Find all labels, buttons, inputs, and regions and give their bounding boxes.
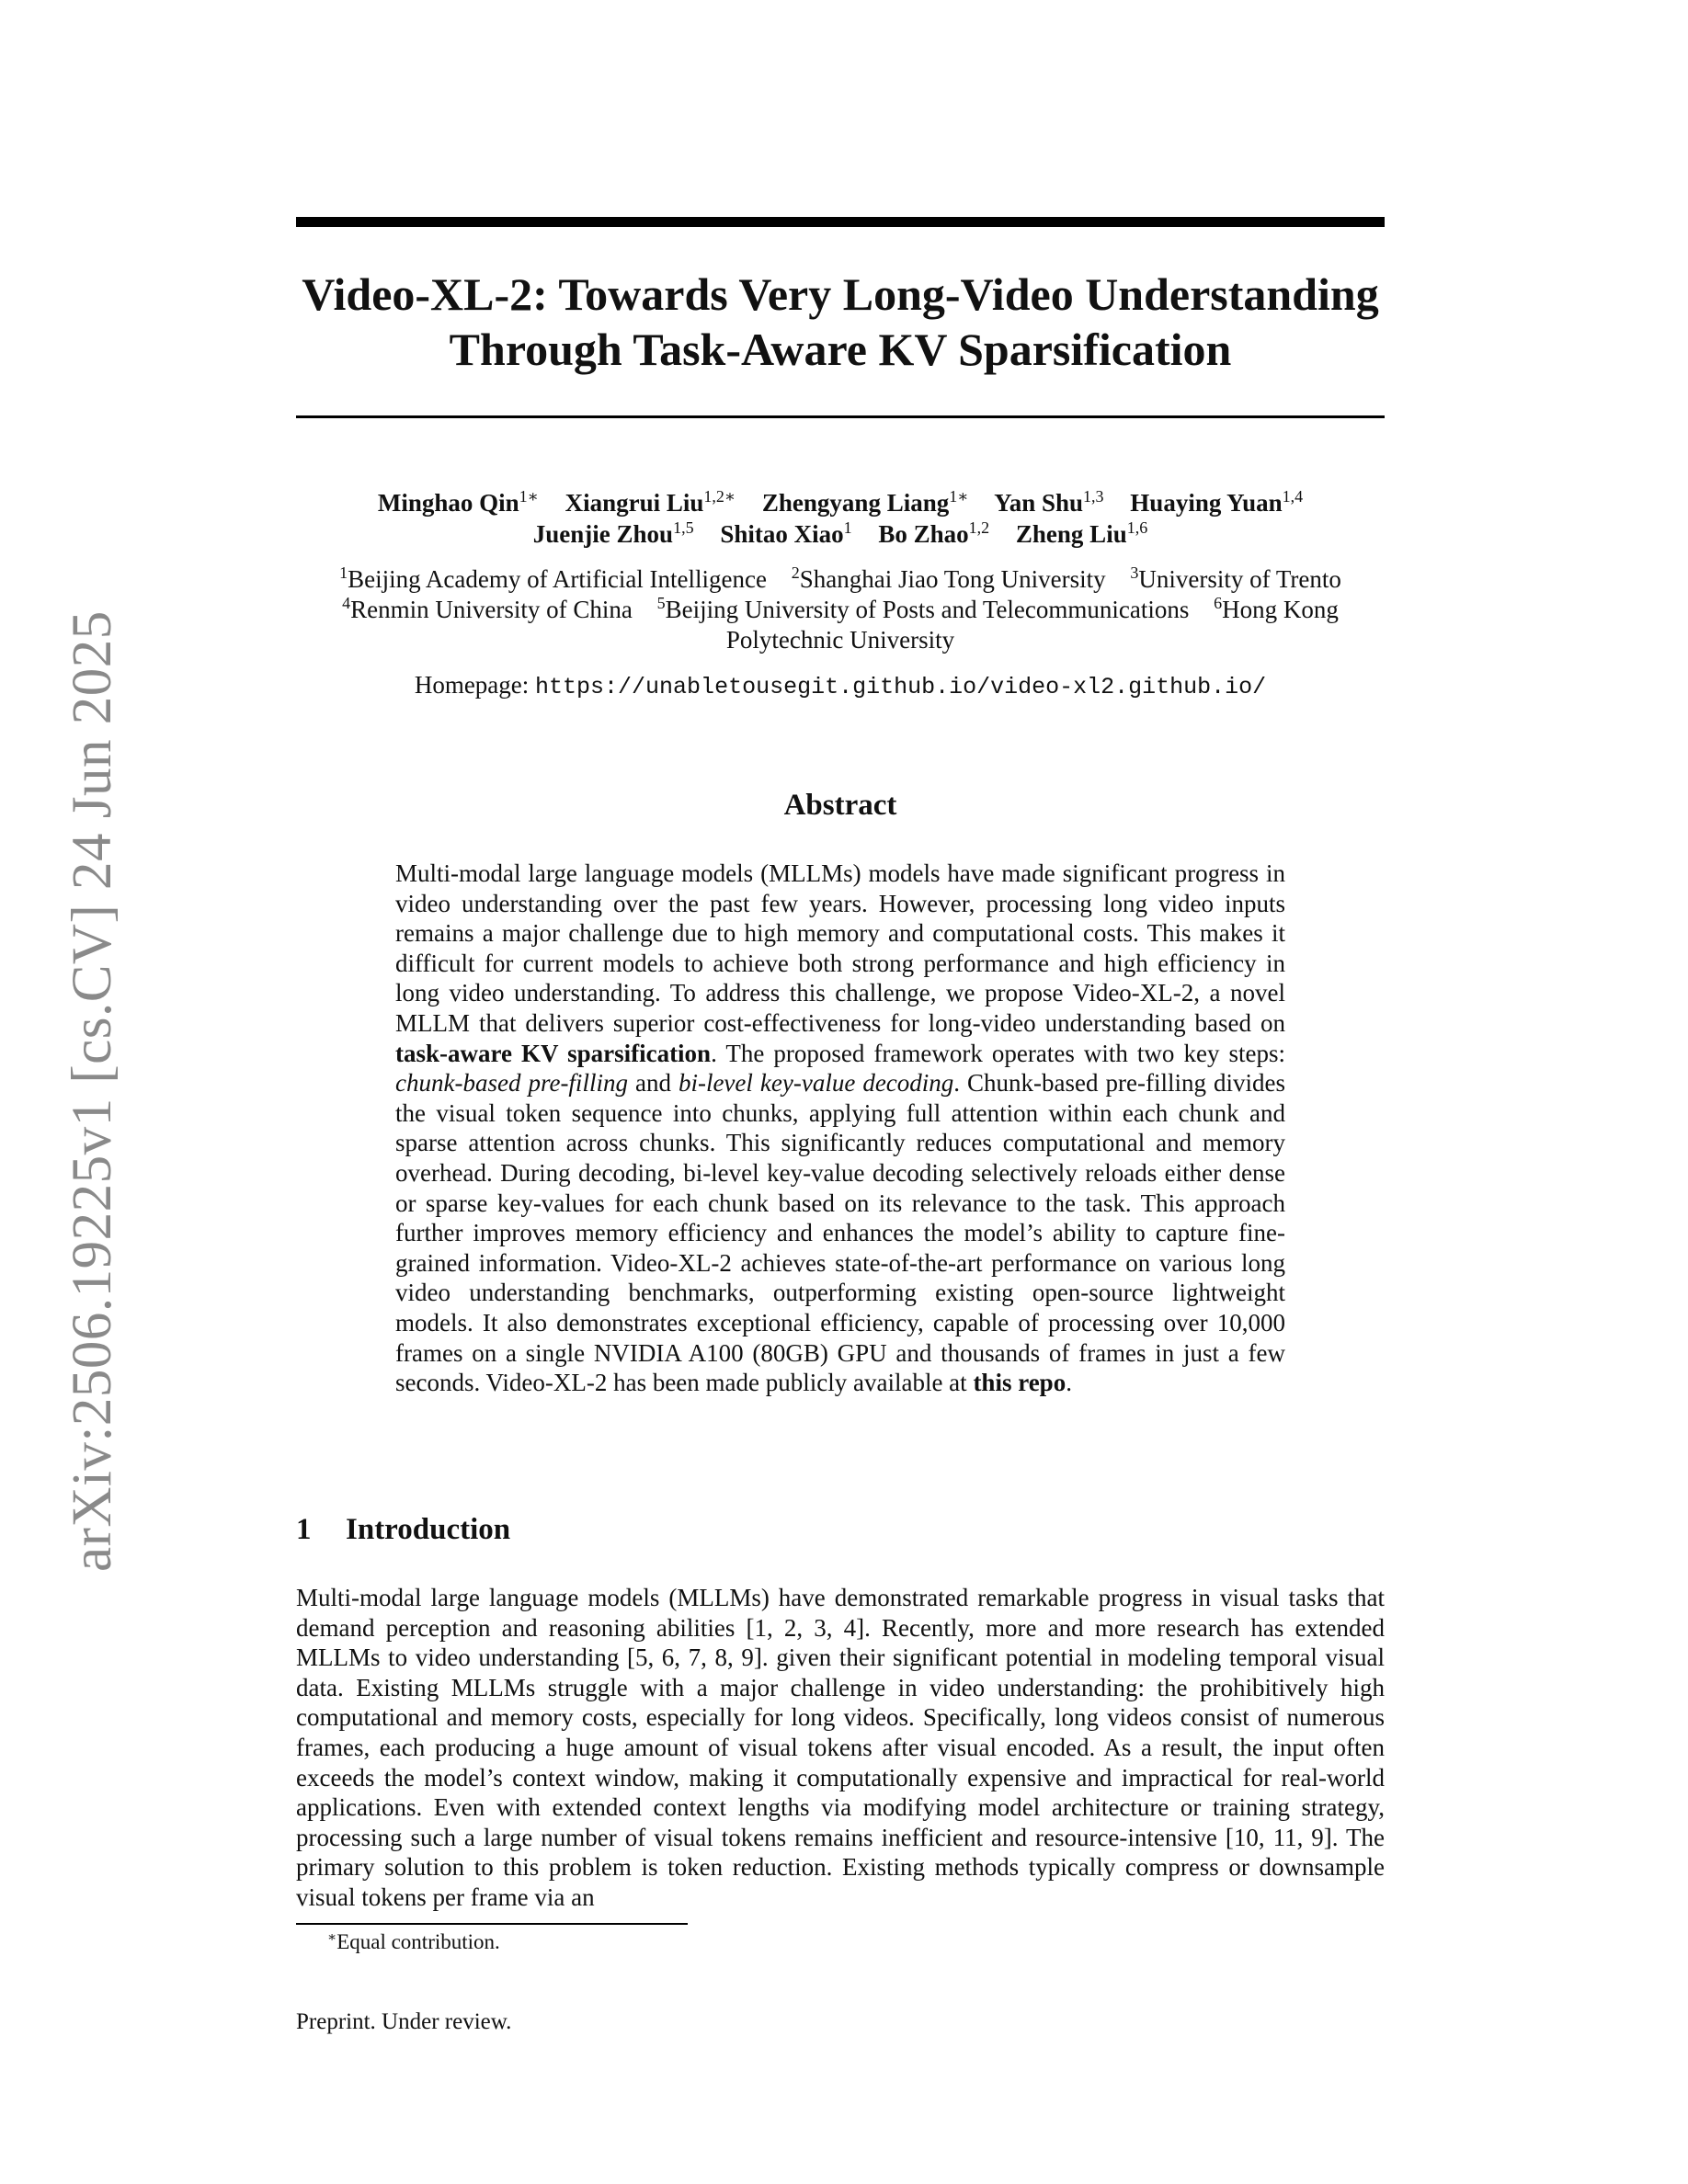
- affiliation: $^5$Beijing University of Posts and Telecommunications: [656, 594, 1190, 623]
- homepage-line: [296, 669, 1385, 703]
- affiliation: $^3$University of Trento: [1130, 563, 1341, 593]
- affiliation: $^2$Shanghai Jiao Tong University: [791, 563, 1106, 593]
- author: Juenjie Zhou$^{1,5}$: [532, 518, 694, 548]
- footnote-rule: [296, 1923, 688, 1925]
- author: Yan Shu$^{1,3}$: [994, 487, 1104, 517]
- author: Minghao Qin$^{1∗}$: [377, 487, 539, 517]
- author: Xiangrui Liu$^{1,2∗}$: [565, 487, 736, 517]
- title-bottom-rule: [296, 415, 1385, 418]
- affiliation: $^4$Renmin University of China: [342, 594, 633, 623]
- footnote: [327, 1930, 500, 1954]
- preprint-notice: Preprint. Under review.: [296, 2009, 512, 2034]
- homepage-link[interactable]: https://unabletousegit.github.io/video-xl2.github.io/: [535, 674, 1267, 700]
- footnote-text: Equal contribution.: [336, 1930, 500, 1953]
- affiliations: [296, 564, 1385, 655]
- author: Bo Zhao$^{1,2}$: [878, 518, 990, 548]
- affiliation-line-3: Polytechnic University: [725, 626, 955, 654]
- section-title: Introduction: [346, 1513, 511, 1546]
- footnote-mark: ∗: [327, 1930, 337, 1945]
- homepage-label: Homepage:: [414, 671, 530, 699]
- paper-title: [296, 267, 1385, 377]
- abstract-bold-term: task-aware KV sparsification: [395, 1039, 712, 1067]
- title-top-rule: [296, 217, 1385, 227]
- section-heading-introduction: [296, 1513, 510, 1547]
- title-line-2: Through Task-Aware KV Sparsification: [449, 324, 1232, 375]
- author-line-1: [296, 487, 1385, 518]
- abstract-italic-term: chunk-based pre-filling: [395, 1069, 628, 1098]
- author: Zhengyang Liang$^{1∗}$: [761, 487, 969, 517]
- section-number: 1: [296, 1513, 312, 1546]
- title-line-1: Video-XL-2: Towards Very Long-Video Understanding: [302, 268, 1379, 320]
- affiliation-line-1: [296, 564, 1385, 595]
- affiliation: $^6$Hong Kong: [1214, 594, 1339, 623]
- abstract-italic-term: bi-level key-value decoding: [678, 1069, 954, 1098]
- author: Huaying Yuan$^{1,4}$: [1130, 487, 1304, 517]
- introduction-paragraph: Multi-modal large language models (MLLMs) have demonstrated remarkable progress in visual tasks that demand perception and reasoning abilities [1, 2, 3, 4]. Recently, more and more research has extended MLLMs to video understanding [5, 6, 7, 8, 9]. given their significant potential in modeling temporal visual data. Existing MLLMs struggle with a major challenge in video understanding: the prohibitively high computational and memory costs, especially for long videos. Specifically, long videos consist of numerous frames, each producing a huge amount of visual tokens after visual encoded. As a result, the input often exceeds the model’s context window, making it computationally expensive and impractical for real-world applications. Even with extended context lengths via modifying model architecture or training strategy, processing such a large number of visual tokens remains inefficient and resource-intensive [10, 11, 9]. The primary solution to this problem is token reduction. Existing methods typically compress or downsample visual tokens per frame via an: [296, 1584, 1385, 1911]
- author: Zheng Liu$^{1,6}$: [1015, 518, 1148, 548]
- affiliation: $^1$Beijing Academy of Artificial Intelligence: [339, 563, 767, 593]
- author-line-2: [296, 518, 1385, 550]
- abstract-heading: Abstract: [783, 789, 897, 822]
- repo-link[interactable]: this repo: [973, 1369, 1066, 1397]
- author: Shitao Xiao$^1$: [720, 518, 852, 548]
- arxiv-sidebar-stamp: arXiv:2506.19225v1 [cs.CV] 24 Jun 2025: [62, 610, 123, 1572]
- author-list: [296, 487, 1385, 550]
- abstract-body: Multi-modal large language models (MLLMs) models have made significant progress in video understanding over the past few years. However, processing long video inputs remains a major challenge due to high memory and computational costs. This makes it difficult for current models to achieve both strong performance and high efficiency in long video understanding. To address this challenge, we propose Video-XL-2, a novel MLLM that delivers superior cost-effectiveness for long-video understanding based on task-aware KV sparsification. The proposed framework operates with two key steps: chunk-based pre-filling and bi-level key-value decoding. Chunk-based pre-filling divides the visual token sequence into chunks, applying full attention within each chunk and sparse attention across chunks. This significantly reduces computational and memory overhead. During decoding, bi-level key-value decoding selectively reloads either dense or sparse key-values for each chunk based on its relevance to the task. This approach further improves memory efficiency and enhances the model’s ability to capture fine-grained information. Video-XL-2 achieves state-of-the-art performance on various long video understanding benchmarks, outperforming existing open-source lightweight models. It also demonstrates exceptional efficiency, capable of processing over 10,000 frames on a single NVIDIA A100 (80GB) GPU and thousands of frames in just a few seconds. Video-XL-2 has been made publicly available at this repo.: [395, 859, 1285, 1397]
- affiliation-line-2: [296, 595, 1385, 625]
